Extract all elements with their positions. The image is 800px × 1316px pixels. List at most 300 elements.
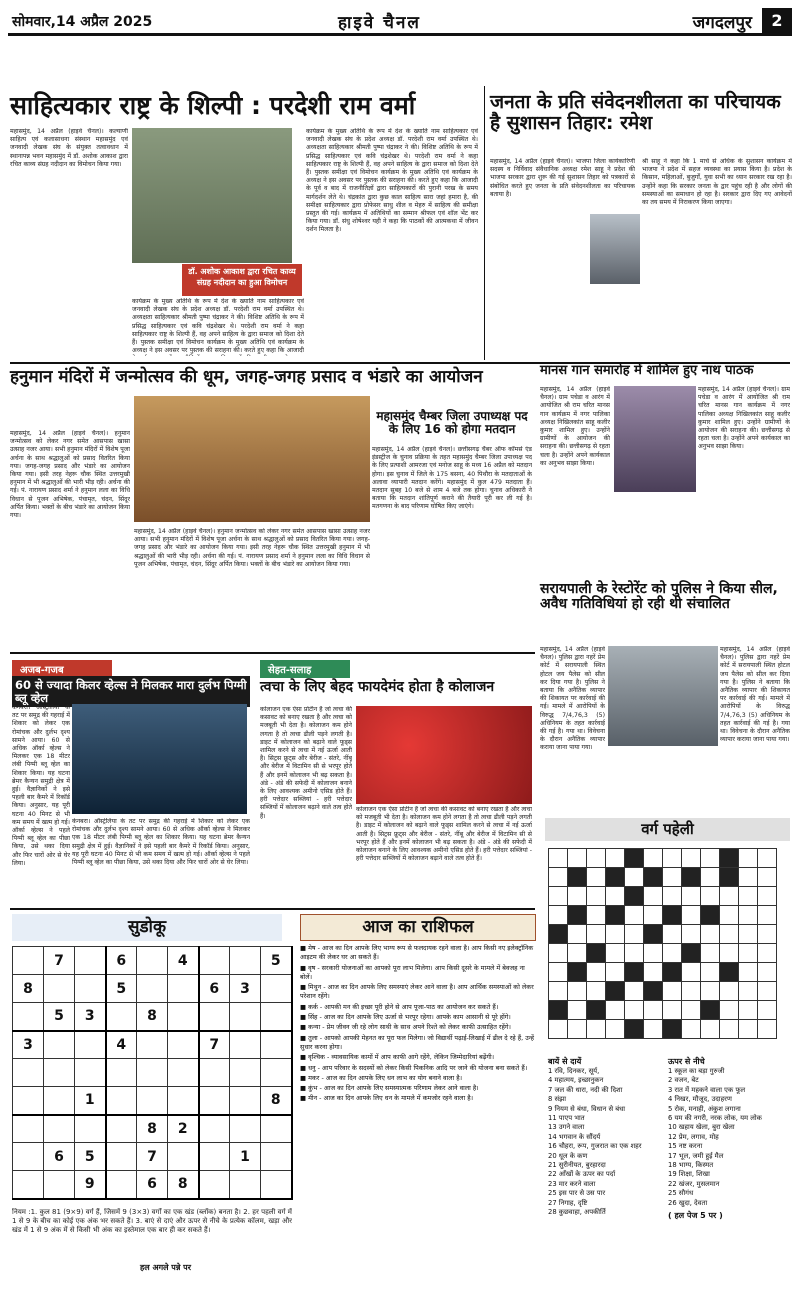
story6-body-b: महासमुंद, 14 अप्रैल (हाइवे चैनल)। पुलिस द्वारा नहरें प्रेम कोर्ट में सरायपाली स्थित होटल जय पैलेस को सील कर दिया गया है। पुलिस ने बताया कि अनैतिक व्यापार की शिकायत पर कार्रवाई की गई। मामले में आरोपियों के विरुद्ध 7/4,76,3 (5) अधिनियम के तहत कार्रवाई की गई है। गया था। विवेचना के दौरान अनैतिक व्यापार कराया जाना पाया गया। <box>720 646 790 744</box>
crossword-cell <box>739 944 758 963</box>
ajab-label: अजब-गजब <box>12 660 112 678</box>
sudoku-cell: 5 <box>261 947 292 975</box>
crossword-cell <box>701 1020 720 1039</box>
ajab-body-b: केनबरा। ऑस्ट्रेलिया के तट पर समुद्र की गहराई में शिकार को लेकर एक रोमांचक और दुर्लभ दृश्य सामने आया। 60 से अधिक ऑर्का व्हेल्स ने मिलकर एक 18 मीटर लंबी पिग्मी ब्लू व्हेल का शिकार किया। यह घटना ब्रेमर कैन्यन समुद्री क्षेत्र में हुई। वैज्ञानिकों ने इसे पहली बार कैमरे में रिकॉर्ड किया। अनुसार, यह पूरी घटना 40 मिनट से भी कम समय में खत्म हो गई। ऑर्का व्हेल्स ने पहले पिग्मी ब्लू व्हेल का पीछा किया, उसे थका दिया और फिर चारों ओर से घेर लिया। <box>72 818 250 867</box>
sudoku-cell <box>199 1143 230 1171</box>
crossword-cell <box>739 963 758 982</box>
crossword-cell <box>587 906 606 925</box>
sudoku-cell <box>75 1115 106 1143</box>
sudoku-cell <box>13 1171 44 1199</box>
sudoku-rules: नियम :1. कुल 81 (9×9) वर्ग हैं, जिसमें 9 (3×3) वर्गों का एक खंड (ब्लॉक) बनता है। 2. हर पहली वर्ग में 1 से 9 के बीच का कोई एक अंक भर सकते हैं। 3. बाएं से दाएं और ऊपर से नीचे के प्रत्येक कॉलम, खड़ा और खंड में 1 से 9 अंक में से किसी भी अंक का इस्तेमाल एक बार ही कर सकते हैं। <box>12 1208 292 1234</box>
crossword-cell <box>739 925 758 944</box>
whale-photo <box>72 704 247 814</box>
sudoku-cell <box>44 1059 75 1087</box>
sudoku-grid <box>12 946 293 1200</box>
column-divider <box>484 86 485 360</box>
sudoku-cell <box>13 1003 44 1031</box>
sudoku-cell: 8 <box>13 975 44 1003</box>
crossword-cell <box>568 963 587 982</box>
crossword-cell <box>701 944 720 963</box>
sudoku-cell <box>199 1003 230 1031</box>
crossword-cell <box>739 1020 758 1039</box>
crossword-cell <box>739 868 758 887</box>
crossword-cell <box>625 1020 644 1039</box>
crossword-cell <box>549 925 568 944</box>
crossword-cell <box>720 925 739 944</box>
sudoku-cell <box>261 1003 292 1031</box>
crossword-cell <box>758 925 777 944</box>
sudoku-cell <box>13 947 44 975</box>
sudoku-cell <box>44 975 75 1003</box>
crossword-cell <box>739 849 758 868</box>
crossword-cell <box>739 1001 758 1020</box>
story1-body-a: कार्यक्रम के मुख्य अतिथि के रूप में देश के ख्याति नाम साहित्यकार एवं जनवादी लेखक संघ के प्रदेश अध्यक्ष डॉ. परदेशी राम वर्मा उपस्थित थे। अध्यक्षता साहित्यकार श्रीमती पुष्पा चंद्राकर ने की। विशिष्ट अतिथि के रूप में प्रसिद्ध साहित्यकार एवं कवि चंद्रशेखर थे। परदेशी राम वर्मा ने कहा साहित्यकार राष्ट्र के शिल्पी हैं, वह अपने साहित्य के द्वारा समाज को दिशा देते हैं। पुस्तक समीक्षा एवं विमोचन कार्यक्रम के मुख्य अतिथि एवं कार्यक्रम के अध्यक्ष ने इस अवसर पर पुस्तक की सराहना की। करते हुए कहा कि आजादी <box>132 298 304 355</box>
sudoku-cell <box>106 1003 137 1031</box>
down-clue: 15 नष्ट करना <box>668 1142 703 1151</box>
crossword-cell <box>701 887 720 906</box>
crossword-cell <box>644 849 663 868</box>
temple-photo <box>134 396 370 522</box>
section-divider <box>10 908 535 910</box>
across-clue: 22 आँखों के ऊपर का पर्दा <box>548 1170 616 1179</box>
crossword-cell <box>625 963 644 982</box>
sudoku-cell: 7 <box>137 1143 168 1171</box>
crossword-cell <box>587 1020 606 1039</box>
sudoku-cell: 3 <box>75 1003 106 1031</box>
down-clue: 18 भाग्य, किस्मत <box>668 1161 714 1170</box>
rashifal-item: ■ मीन - आज का दिन आपके लिए धन के मामले में कमजोर रहने वाला है। <box>300 1094 474 1103</box>
event-photo <box>132 128 292 263</box>
crossword-cell <box>739 906 758 925</box>
sudoku-cell <box>230 1115 261 1143</box>
down-clue: 1 स्कूल का बड़ा गुरुजी <box>668 1067 725 1075</box>
crossword-cell <box>663 868 682 887</box>
sudoku-cell: 5 <box>106 975 137 1003</box>
crossword-cell <box>549 963 568 982</box>
sudoku-cell: 4 <box>106 1031 137 1059</box>
sudoku-cell <box>75 1059 106 1087</box>
rashifal-item: ■ सिंह - आज का दिन आपके लिए ऊर्जा से भरपूर रहेगा। आपके काम आसानी से पूरे होंगे। <box>300 1013 511 1022</box>
across-clue: 9 नियम से बंधा, विधान से बंधा <box>548 1104 626 1113</box>
sudoku-cell <box>168 1143 199 1171</box>
issue-date: सोमवार,14 अप्रैल 2025 <box>12 14 153 30</box>
crossword-cell <box>682 1001 701 1020</box>
sudoku-cell <box>44 1171 75 1199</box>
crossword-cell <box>682 944 701 963</box>
sudoku-cell: 1 <box>230 1143 261 1171</box>
story2-body: श्री साहू ने कहा कि 1 मार्च से अधिक के सुशासन कार्यक्रम में भाजपा ने प्रदेश में सहज व्यवस्था का प्रयास किया है। प्रदेश के किसान, महिलाओं, बुजुर्गों, युवा सभी का ध्यान सरकार रख रहा है। उन्होंने कहा कि सरकार जनता के द्वार पहुंच रही है और लोगों की समस्याओं का समाधान हो रहा है। सरकार द्वारा दिए गए आवेदनों का तय समय में निराकरण किया जाएगा। <box>642 158 792 207</box>
across-clue: 11 पाएप भात <box>548 1114 585 1123</box>
down-clue: 12 प्रेम, लगाव, मोह <box>668 1132 719 1141</box>
crossword-cell <box>568 849 587 868</box>
sudoku-cell <box>230 1087 261 1115</box>
health-body-b: कोलाजन एक ऐसा प्रोटीन है जो त्वचा की कसावट को बनाए रखता है और त्वचा को मजबूती भी देता है। कोलाजन कम होने लगता है तो त्वचा ढीली पड़ने लगती है। डाइट में कोलाजन को बढ़ाने वाले फूड्स शामिल करने से त्वचा में नई ऊर्जा आती है। सिट्रस फ्रूट्स और बेरीज - संतरे, नींबू और बेरीज में विटामिन सी से भरपूर होते हैं और इनमें कोलाजन भी बढ़ सकता है। अंडे - अंडे की सफेदी में कोलाजन बनाने के लिए आवश्यक अमीनो एसिड होते हैं। हरी पत्तेदार सब्जियां - हरी पत्तेदार सब्जियों में कोलाजन बढ़ाने वाले तत्व होते हैं। <box>356 806 532 863</box>
story3-body-a: महासमुंद, 14 अप्रैल (हाइवे चैनल)। हनुमान जन्मोत्सव को लेकर नगर समेत आसपास खासा उत्साह नजर आया। सभी हनुमान मंदिरों में विशेष पूजा अर्चना के साथ श्रद्धालुओं को प्रसाद वितरित किया गया। जगह-जगह प्रसाद और भंडारे का आयोजन किया गया। इसी तरह नेहरू चौक स्थित उत्तरमुखी हनुमान में भी श्रद्धालुओं की भारी भीड़ रही। अर्चना की गई। पं. नारायण प्रसाद शर्मा ने हनुमान लला का विधि विधान से पूजन अभिषेक, पंचामृत, चंदन, सिंदूर अर्पित किया। भक्तों के बीच भंडारे का आयोजन किया गया। <box>10 430 130 520</box>
crossword-cell <box>568 982 587 1001</box>
crossword-cell <box>682 925 701 944</box>
crossword-cell <box>758 944 777 963</box>
sudoku-cell <box>13 1115 44 1143</box>
crossword-cell <box>663 925 682 944</box>
rashifal-item: ■ मेष - आज का दिन आपके लिए भाग्य रूप से फलदायक रहने वाला है। आप किसी नए इलेक्ट्रॉनिक आइटम की लेकर घर आ सकते हैं। <box>300 944 534 962</box>
across-clue: 14 भगवान के सौंदर्य <box>548 1132 601 1141</box>
down-clue: 3 रात में महकने वाला एक फूल <box>668 1085 746 1094</box>
across-clue: 28 कुछवाहा, अपकीर्ति <box>548 1208 606 1217</box>
restaurant-photo <box>608 646 718 746</box>
story1-headline: साहित्यकार राष्ट्र के शिल्पी : परदेशी राम वर्मा <box>10 91 416 120</box>
health-label: सेहत-सलाह <box>260 660 350 678</box>
crossword-cell <box>758 849 777 868</box>
crossword-cell <box>758 982 777 1001</box>
across-clues <box>548 1067 663 1218</box>
sudoku-cell: 2 <box>168 1115 199 1143</box>
story6-headline: सरायपाली के रेस्टोरेंट को पुलिस ने किया सील, अवैध गतिविधियां हो रही थी संचालित <box>540 581 778 613</box>
crossword-cell <box>587 925 606 944</box>
sudoku-cell <box>199 1171 230 1199</box>
crossword-cell <box>587 868 606 887</box>
crossword-across <box>548 1056 663 1218</box>
crossword-cell <box>701 963 720 982</box>
crossword-cell <box>587 963 606 982</box>
sudoku-cell: 6 <box>137 1171 168 1199</box>
sudoku-cell <box>168 1003 199 1031</box>
down-clues <box>668 1067 792 1208</box>
down-clue: 19 शिक्षा, शिखा <box>668 1170 710 1179</box>
crossword-cell <box>587 887 606 906</box>
across-clue: 16 चौहरा, रूप, गुजरात का एक शहर <box>548 1142 642 1151</box>
crossword-cell <box>568 925 587 944</box>
crossword-cell <box>644 1020 663 1039</box>
rashifal-item: ■ धनु - आप परिवार के सदस्यों को लेकर किसी पिकनिक आदि पर जाने की योजना बना सकते हैं। <box>300 1063 528 1072</box>
sudoku-cell <box>106 1115 137 1143</box>
crossword-cell <box>682 963 701 982</box>
sudoku-cell <box>168 1087 199 1115</box>
crossword-cell <box>644 887 663 906</box>
strawberry-photo <box>356 706 532 804</box>
crossword-cell <box>701 849 720 868</box>
sudoku-cell: 1 <box>75 1087 106 1115</box>
story3-body-b: महासमुंद, 14 अप्रैल (हाइवे चैनल)। हनुमान जन्मोत्सव को लेकर नगर समेत आसपास खासा उत्साह नजर आया। सभी हनुमान मंदिरों में विशेष पूजा अर्चना के साथ श्रद्धालुओं को प्रसाद वितरित किया गया। जगह-जगह प्रसाद और भंडारे का आयोजन किया गया। इसी तरह नेहरू चौक स्थित उत्तरमुखी हनुमान में भी श्रद्धालुओं की भारी भीड़ रही। अर्चना की गई। पं. नारायण प्रसाद शर्मा ने हनुमान लला का विधि विधान से पूजन अभिषेक, पंचामृत, चंदन, सिंदूर अर्पित किया। भक्तों के बीच भंडारे का आयोजन किया गया। <box>134 528 370 568</box>
sudoku-cell <box>261 1059 292 1087</box>
page-number: 2 <box>762 8 792 34</box>
sudoku-cell <box>106 1059 137 1087</box>
section-divider <box>10 652 535 654</box>
sudoku-cell <box>261 1115 292 1143</box>
story1-photo-caption: डॉ. अशोक आकाश द्वारा रचित काव्य संग्रह नदीदान का हुआ विमोचन <box>182 264 302 296</box>
sudoku-cell <box>230 1031 261 1059</box>
rashifal-item: ■ वृश्चिक - व्यावसायिक कामों में आप काफी आगे रहेंगे, लेकिन जिम्मेदारियां बढ़ेंगी। <box>300 1053 495 1062</box>
across-title: बायें से दायें <box>548 1057 582 1066</box>
crossword-cell <box>739 887 758 906</box>
crossword-cell <box>720 944 739 963</box>
across-clue: 25 इस पार से उस पार <box>548 1189 606 1198</box>
crossword-cell <box>682 906 701 925</box>
sudoku-answer-note: हल अगले पन्ने पर <box>140 1263 191 1272</box>
sudoku-cell <box>261 1171 292 1199</box>
sudoku-cell <box>168 1059 199 1087</box>
sudoku-cell <box>261 1031 292 1059</box>
down-clue: 26 खुदा, देवता <box>668 1198 708 1207</box>
crossword-cell <box>568 944 587 963</box>
sudoku-cell <box>75 947 106 975</box>
crossword-cell <box>644 982 663 1001</box>
crossword-answer-note: ( हल पेज 5 पर ) <box>668 1211 723 1221</box>
crossword-cell <box>758 887 777 906</box>
across-clue: 4 महात्मय, इच्छानुकन <box>548 1076 604 1085</box>
across-clue: 7 जल की धारा, नदी की दिशा <box>548 1085 623 1094</box>
ajab-headline: 60 से ज्यादा किलर व्हेल्स ने मिलकर मारा दुर्लभ पिग्मी ब्लू व्हेल <box>12 676 250 707</box>
sudoku-cell <box>137 1087 168 1115</box>
crossword-cell <box>549 868 568 887</box>
crossword-cell <box>625 868 644 887</box>
crossword-cell <box>720 963 739 982</box>
crossword-cell <box>606 906 625 925</box>
rashifal-title: आज का राशिफल <box>300 914 536 941</box>
down-clue: 22 खंजर, मुसलमान <box>668 1179 720 1188</box>
crossword-grid <box>548 848 777 1039</box>
crossword-cell <box>568 887 587 906</box>
crossword-cell <box>644 925 663 944</box>
crossword-cell <box>606 887 625 906</box>
crossword-cell <box>587 849 606 868</box>
sudoku-cell: 5 <box>44 1003 75 1031</box>
sudoku-cell <box>44 1115 75 1143</box>
crossword-cell <box>701 982 720 1001</box>
sudoku-cell <box>13 1087 44 1115</box>
rashifal-item: ■ कर्क - आपकी मन की इच्छा पूरी होने से आप पूजा-पाठ का आयोजन कर सकते हैं। <box>300 1002 499 1011</box>
crossword-cell <box>682 887 701 906</box>
crossword-cell <box>606 1001 625 1020</box>
crossword-cell <box>587 944 606 963</box>
sudoku-cell <box>168 975 199 1003</box>
crossword-cell <box>549 944 568 963</box>
crossword-cell <box>549 1020 568 1039</box>
sudoku-cell: 8 <box>137 1115 168 1143</box>
story3-headline: हनुमान मंदिरों में जन्मोत्सव की धूम, जगह-जगह प्रसाद व भंडारे का आयोजन <box>10 367 483 387</box>
health-body-a: कोलाजन एक ऐसा प्रोटीन है जो त्वचा की कसावट को बनाए रखता है और त्वचा को मजबूती भी देता है। कोलाजन कम होने लगता है तो त्वचा ढीली पड़ने लगती है। डाइट में कोलाजन को बढ़ाने वाले फूड्स शामिल करने से त्वचा में नई ऊर्जा आती है। सिट्रस फ्रूट्स और बेरीज - संतरे, नींबू और बेरीज में विटामिन सी से भरपूर होते हैं और इनमें कोलाजन भी बढ़ सकता है। अंडे - अंडे की सफेदी में कोलाजन बनाने के लिए आवश्यक अमीनो एसिड होते हैं। हरी पत्तेदार सब्जियां - हरी पत्तेदार सब्जियों में कोलाजन बढ़ाने वाले तत्व होते हैं। <box>260 706 352 820</box>
crossword-cell <box>701 868 720 887</box>
sudoku-cell <box>230 1003 261 1031</box>
sudoku-cell: 3 <box>230 975 261 1003</box>
story5-headline: मानस गान समारोह में शामिल हुए नाथ पाठक <box>540 363 754 378</box>
crossword-cell <box>549 1001 568 1020</box>
sudoku-cell: 6 <box>44 1143 75 1171</box>
crossword-cell <box>606 925 625 944</box>
story5-body-a: महासमुंद, 14 अप्रैल (हाइवे चैनल)। ग्राम पचेडा व आरंग में आयोजित श्री राम चरित मानस गान कार्यक्रम में नगर पालिका अध्यक्ष निखिलकांत साहू कलीर कुमार शामिल हुए। उन्होंने ग्रामीणों के आयोजन की सराहना की। छत्तीसगढ़ से रहता चला है। उन्होंने अपने कार्यकाल का अनुभव साझा किया। <box>540 386 610 467</box>
crossword-cell <box>587 982 606 1001</box>
story2-lead: महासमुंद, 14 अप्रैल (हाइवे चैनल)। भाजपा जिला कार्यकारिणी सदस्य व निर्विवाद संवैधानिक अध्यक्ष रमेश साहू ने प्रदेश की भाजपा सरकार द्वारा शुरू की गई सुशासन तिहार को पत्रकारों से संबोधित करते हुए जनता के प्रति संवेदनशीलता का परिचायक बताया है। <box>490 158 635 198</box>
rashifal-item: ■ कुंभ - आज का दिन आपके लिए समस्यात्मक परिणाम लेकर आने वाला है। <box>300 1084 479 1093</box>
sudoku-cell <box>106 1143 137 1171</box>
across-clue: 1 रवि, दिनकर, सूर्य, <box>548 1067 600 1075</box>
across-clue: 21 सुरीनीयत, बुरहारदा <box>548 1161 606 1170</box>
crossword-cell <box>587 1001 606 1020</box>
crossword-cell <box>625 887 644 906</box>
crossword-cell <box>625 906 644 925</box>
sudoku-cell <box>44 1087 75 1115</box>
crossword-cell <box>758 868 777 887</box>
sudoku-cell <box>106 1087 137 1115</box>
crossword-cell <box>663 982 682 1001</box>
down-clue: 6 यम की नगरी, नरक लोक, यम लोक <box>668 1114 762 1123</box>
crossword-cell <box>663 906 682 925</box>
story1-lead: महासमुंद, 14 अप्रैल (हाइवे चैनल)। कल्याणी साहित्य एवं कलासाधना संस्थान महासमुंद एवं जनवादी लेखक संघ के संयुक्त तत्वावधान में स्थानापन्न भवन महासमुंद में डॉ. अशोक आकाश द्वारा रचित काव्य संग्रह नदीदान का विमोचन किया गया। <box>10 128 128 168</box>
story2-headline: जनता के प्रति संवेदनशीलता का परिचायक है सुशासन तिहार: रमेश <box>490 91 781 134</box>
crossword-cell <box>568 906 587 925</box>
sudoku-cell: 6 <box>199 975 230 1003</box>
crossword-cell <box>663 849 682 868</box>
story1-body-b: कार्यक्रम के मुख्य अतिथि के रूप में देश के ख्याति नाम साहित्यकार एवं जनवादी लेखक संघ के प्रदेश अध्यक्ष डॉ. परदेशी राम वर्मा उपस्थित थे। अध्यक्षता साहित्यकार श्रीमती पुष्पा चंद्राकर ने की। विशिष्ट अतिथि के रूप में प्रसिद्ध साहित्यकार एवं कवि चंद्रशेखर थे। परदेशी राम वर्मा ने कहा साहित्यकार राष्ट्र के शिल्पी हैं, वह अपने साहित्य के द्वारा समाज को दिशा देते हैं। पुस्तक समीक्षा एवं विमोचन कार्यक्रम के मुख्य अतिथि एवं कार्यक्रम के अध्यक्ष ने इस अवसर पर पुस्तक की सराहना की। करते हुए कहा कि आजादी के पूर्व व बाद में राजनीतिज्ञों द्वारा साहित्यकारों की पुरानी परख के समय मार्गदर्शन लेते थे। चंद्रकांत द्वारा कुछ काल साहित्य सारा जहां हमारा है, की समीक्षा साहित्यकार द्वारा प्रोफेसर साधु शील व मेहरु में साहित्य की समीक्षा प्रस्तुत की गई। कार्यक्रम में अतिथियों का सम्मान श्रीफल एवं शॉल भेंट कर किया गया। डॉ. संधु शोषेश्वर यही ने कहा कि पाठकों की आत्मकथा में जीवन दर्शन मिलता है। <box>306 128 478 234</box>
crossword-cell <box>606 982 625 1001</box>
story4-headline: महासमुंद चैम्बर जिला उपाध्यक्ष पद के लिए 16 को होगा मतदान <box>376 409 528 437</box>
crossword-cell <box>720 1020 739 1039</box>
sudoku-cell <box>13 1143 44 1171</box>
sudoku-cell <box>137 1031 168 1059</box>
down-clue: 10 खहाय खेला, बुरा खेला <box>668 1123 735 1132</box>
across-clue: 23 मार करने वाला <box>548 1179 596 1188</box>
crossword-cell <box>682 982 701 1001</box>
crossword-cell <box>758 963 777 982</box>
paper-name: हाइवे चैनल <box>338 13 421 33</box>
sudoku-cell <box>137 1059 168 1087</box>
rashifal-item: ■ मकर - आज का दिन आपके लिए धन लाभ का योग बनाने वाला है। <box>300 1073 463 1082</box>
crossword-cell <box>663 944 682 963</box>
crossword-cell <box>625 944 644 963</box>
rashifal-item: ■ कन्या - प्रेम जीवन जी रहे लोग साथी के साथ अपने रिश्ते को लेकर काफी उत्साहित रहेंगे। <box>300 1023 511 1032</box>
across-clue: 27 निगाह, दृष्टि <box>548 1198 588 1207</box>
crossword-cell <box>720 868 739 887</box>
sudoku-cell <box>75 1031 106 1059</box>
crossword-cell <box>720 1001 739 1020</box>
sudoku-cell <box>261 1143 292 1171</box>
crossword-cell <box>701 1001 720 1020</box>
crossword-cell <box>701 906 720 925</box>
crossword-cell <box>720 906 739 925</box>
down-clue: 17 भूल, जमी हुई मैल <box>668 1151 724 1160</box>
crossword-cell <box>663 887 682 906</box>
crossword-cell <box>606 944 625 963</box>
crossword-cell <box>625 982 644 1001</box>
across-clue: 8 संझा <box>548 1095 566 1104</box>
sudoku-cell: 6 <box>106 947 137 975</box>
sudoku-cell: 8 <box>137 1003 168 1031</box>
crossword-cell <box>625 849 644 868</box>
sudoku-cell <box>199 1087 230 1115</box>
story6-body-a: महासमुंद, 14 अप्रैल (हाइवे चैनल)। पुलिस द्वारा नहरें प्रेम कोर्ट में सरायपाली स्थित होटल जय पैलेस को सील कर दिया गया है। पुलिस ने बताया कि अनैतिक व्यापार की शिकायत पर कार्रवाई की गई। मामले में आरोपियों के विरुद्ध 7/4,76,3 (5) अधिनियम के तहत कार्रवाई की गई है। गया था। विवेचना के दौरान अनैतिक व्यापार कराया जाना पाया गया। <box>540 646 605 752</box>
sudoku-cell: 4 <box>168 947 199 975</box>
crossword-cell <box>663 1001 682 1020</box>
sudoku-cell <box>75 975 106 1003</box>
sudoku-cell <box>44 1031 75 1059</box>
crossword-cell <box>644 1001 663 1020</box>
crossword-cell <box>568 1020 587 1039</box>
rashifal-item: ■ तुला - आपको आपकी मेहनत का पूरा फल मिलेगा। जो विद्यार्थी पढ़ाई-लिखाई में ढील दे रहे हैं, उन्हें सुधार करना होगा। <box>300 1033 534 1051</box>
sudoku-cell <box>230 1171 261 1199</box>
crossword-cell <box>663 1020 682 1039</box>
crossword-cell <box>644 963 663 982</box>
crossword-cell <box>606 963 625 982</box>
sudoku-cell <box>199 1059 230 1087</box>
crossword-cell <box>549 849 568 868</box>
crossword-down <box>668 1056 792 1221</box>
down-title: ऊपर से नीचे <box>668 1057 705 1066</box>
crossword-cell <box>625 925 644 944</box>
crossword-cell <box>606 868 625 887</box>
crossword-cell <box>549 887 568 906</box>
crossword-cell <box>625 1001 644 1020</box>
sudoku-title: सुडोकू <box>12 914 282 941</box>
down-clue: 25 सौगंध <box>668 1189 694 1198</box>
crossword-cell <box>644 944 663 963</box>
rashifal-item: ■ मिथुन - आज का दिन आपके लिए समस्याएं लेकर आने वाला है। आप आर्थिक समस्याओं को लेकर परेशान रहेंगे। <box>300 983 534 1001</box>
sudoku-cell <box>106 1171 137 1199</box>
sudoku-cell: 7 <box>44 947 75 975</box>
crossword-cell <box>682 1020 701 1039</box>
story4-body: महासमुंद, 14 अप्रैल (हाइवे चैनल)। छत्तीसगढ़ चैंबर ऑफ कॉमर्स एंड इंडस्ट्रीज के चुनाव प्रक्रिया के तहत महासमुंद चैम्बर जिला उपाध्यक्ष पद के लिए प्रत्याशी आमरजा एवं मनोज साहू के मध्य 16 अप्रैल को मतदान होगा। इस चुनाव में जिले के 175 बसना, 40 पिथौरा के मतदाताओं के अलावा व्यापारी मतदान करेंगे। महासमुंद में कुल 479 मतदाता हैं। मतदान सुबह 10 बजे से शाम 4 बजे तक होगा। चुनाव अधिकारी ने बताया कि मतदान शांतिपूर्ण कराने की तैयारी पूरी कर ली गई है। मतगणना के बाद परिणाम घोषित किए जाएंगे। <box>372 446 532 511</box>
rashifal-list <box>300 944 536 1274</box>
down-clue: 2 वजन, बेट <box>668 1076 699 1085</box>
sudoku-cell <box>13 1059 44 1087</box>
story5-body-b: महासमुंद, 14 अप्रैल (हाइवे चैनल)। ग्राम पचेडा व आरंग में आयोजित श्री राम चरित मानस गान कार्यक्रम में नगर पालिका अध्यक्ष निखिलकांत साहू कलीर कुमार शामिल हुए। उन्होंने ग्रामीणों के आयोजन की सराहना की। छत्तीसगढ़ से रहता चला है। उन्होंने अपने कार्यकाल का अनुभव साझा किया। <box>698 386 790 451</box>
crossword-cell <box>644 906 663 925</box>
crossword-cell <box>758 1001 777 1020</box>
crossword-cell <box>644 868 663 887</box>
across-clue: 20 धूल के कण <box>548 1151 588 1160</box>
crossword-cell <box>758 1020 777 1039</box>
crossword-cell <box>758 906 777 925</box>
ajab-body-a: केनबरा। ऑस्ट्रेलिया के तट पर समुद्र की गहराई में शिकार को लेकर एक रोमांचक और दुर्लभ दृश्य सामने आया। 60 से अधिक ऑर्का व्हेल्स ने मिलकर एक 18 मीटर लंबी पिग्मी ब्लू व्हेल का शिकार किया। यह घटना ब्रेमर कैन्यन समुद्री क्षेत्र में हुई। वैज्ञानिकों ने इसे पहली बार कैमरे में रिकॉर्ड किया। अनुसार, यह पूरी घटना 40 मिनट से भी कम समय में खत्म हो गई। ऑर्का व्हेल्स ने पहले पिग्मी ब्लू व्हेल का पीछा किया, उसे थका दिया और फिर चारों ओर से घेर लिया। <box>12 704 70 867</box>
sudoku-cell <box>230 1059 261 1087</box>
crossword-cell <box>682 868 701 887</box>
down-clue: 5 रोक, मनाही, अंकुश लगाना <box>668 1104 741 1113</box>
sudoku-cell <box>199 947 230 975</box>
crossword-cell <box>663 963 682 982</box>
sudoku-cell <box>168 1031 199 1059</box>
crossword-cell <box>606 1020 625 1039</box>
sudoku-cell <box>137 975 168 1003</box>
crossword-cell <box>720 887 739 906</box>
crossword-cell <box>720 849 739 868</box>
sudoku-cell <box>199 1115 230 1143</box>
down-clue: 4 निखर, मौजूद, उदाहरण <box>668 1095 732 1104</box>
crossword-cell <box>720 982 739 1001</box>
crossword-cell <box>682 849 701 868</box>
sudoku-cell: 8 <box>261 1087 292 1115</box>
crossword-cell <box>739 982 758 1001</box>
sudoku-cell: 3 <box>13 1031 44 1059</box>
masthead <box>8 6 792 36</box>
sudoku-cell: 8 <box>168 1171 199 1199</box>
edition-city: जगदलपुर <box>692 13 752 33</box>
crossword-cell <box>549 982 568 1001</box>
rashifal-item: ■ वृष - सरकारी योजनाओं का आपको पूरा लाभ मिलेगा। आप किसी दूसरे के मामले में बेवजह ना बोलें। <box>300 963 525 981</box>
crossword-title: वर्ग पहेली <box>545 818 790 841</box>
rameshsahu-photo <box>590 214 640 284</box>
crossword-cell <box>606 849 625 868</box>
manas-photo <box>614 386 696 492</box>
sudoku-cell <box>261 975 292 1003</box>
crossword-cell <box>549 906 568 925</box>
sudoku-cell <box>137 947 168 975</box>
sudoku-cell: 5 <box>75 1143 106 1171</box>
sudoku-cell: 7 <box>199 1031 230 1059</box>
crossword-cell <box>568 1001 587 1020</box>
across-clue: 13 उगने वाला <box>548 1123 585 1132</box>
health-headline: त्वचा के लिए बेहद फायदेमंद होता है कोलाजन <box>260 679 495 695</box>
sudoku-cell: 9 <box>75 1171 106 1199</box>
sudoku-cell <box>230 947 261 975</box>
crossword-cell <box>568 868 587 887</box>
